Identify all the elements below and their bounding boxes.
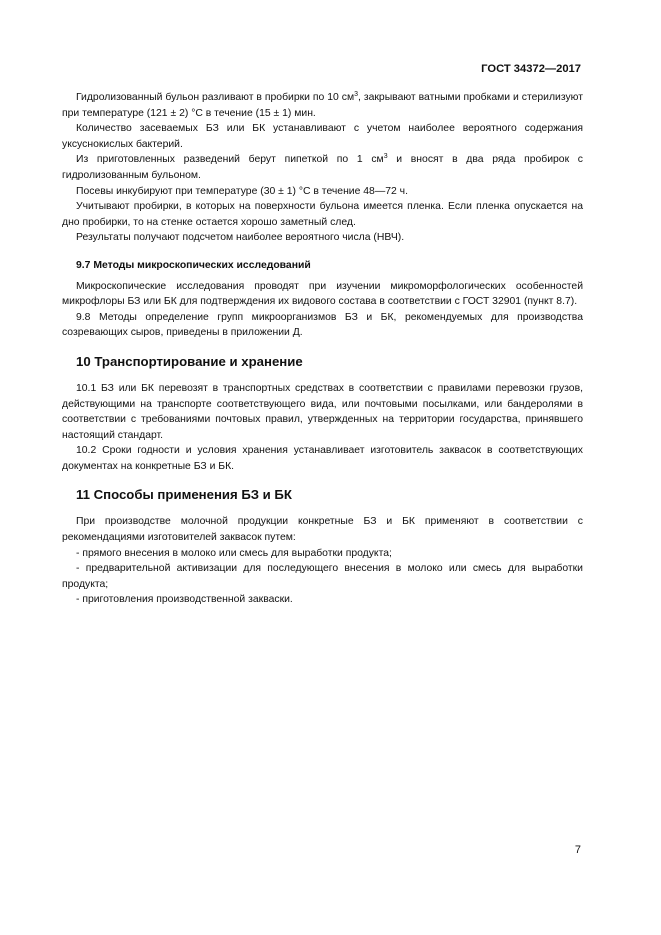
body-text [62,90,583,608]
paragraph-results: Результаты получают подсчетом наиболее вероятного числа (НВЧ). [76,232,405,244]
paragraph-11-intro: При производстве молочной продукции конкретные БЗ и БК применяют в соответствии с рекомендациями изготовителей заквасок путем: [62,516,583,544]
superscript: 3 [354,91,359,98]
paragraph-microscopy: Микроскопические исследования проводят при изучении микроморфологических особенностей микрофлоры БЗ или БК для подтверждения их видового состава в соответствии с ГОСТ 32901 (пункт 8.7). [62,280,583,308]
list-item: - предварительной активизации для последующего внесения в молоко или смесь для выработки продукта; [62,563,583,590]
list-item: - приготовления производственной закваски. [76,594,293,606]
paragraph-10-2: 10.2 Сроки годности и условия хранения устанавливает изготовитель заквасок в соответствующих документах на конкретные БЗ и БК. [62,445,583,472]
text-fragment: , закрывают ватными пробками и стерилизуют при температуре (121 ± 2) °С в течение (15 ± 1) мин. [62,92,583,119]
text-fragment: Из приготовленных разведений берут пипеткой по 1 см [76,154,384,166]
paragraph-incubation: Посевы инкубируют при температуре (30 ± 1) °С в течение 48—72 ч. [76,185,408,197]
section-heading-11: 11 Способы применения БЗ и БК [76,487,292,503]
paragraph-film: Учитывают пробирки, в которых на поверхности бульона имеется пленка. Если пленка опускается на дно пробирки, то на стенке остается хорошо заметный след. [62,201,583,228]
page-number: 7 [574,844,581,856]
text-fragment: и вносят в два ряда пробирок с гидролизованным бульоном. [62,154,583,181]
text-fragment: Гидролизованный бульон разливают в пробирки по 10 см [76,92,355,103]
paragraph-bouillon-pour [62,90,583,121]
paragraph-10-1: 10.1 БЗ или БК перевозят в транспортных средствах в соответствии с правилами перевозки грузов, действующими на транспорте соответствующего вида, или почтовыми посылками, или бандеролями в соответствии с требованиями почтовых правил, утвержденных на территории государства, принявшего настоящий стандарт. [62,382,583,441]
document-code-header: ГОСТ 34372—2017 [481,63,581,75]
section-heading-10: 10 Транспортирование и хранение [76,353,303,369]
subsection-heading-9-7: 9.7 Методы микроскопических исследований [76,259,311,271]
paragraph-sample-quantity: Количество засеваемых БЗ или БК устанавливают с учетом наиболее вероятного содержания уксуснокислых бактерий. [62,123,583,150]
list-item: - прямого внесения в молоко или смесь для выработки продукта; [76,547,392,559]
paragraph-9-8: 9.8 Методы определение групп микроорганизмов БЗ и БК, рекомендуемых для производства созревающих сыров, приведены в приложении Д. [62,311,583,339]
paragraph-dilutions [62,152,583,183]
superscript: 3 [383,153,388,161]
